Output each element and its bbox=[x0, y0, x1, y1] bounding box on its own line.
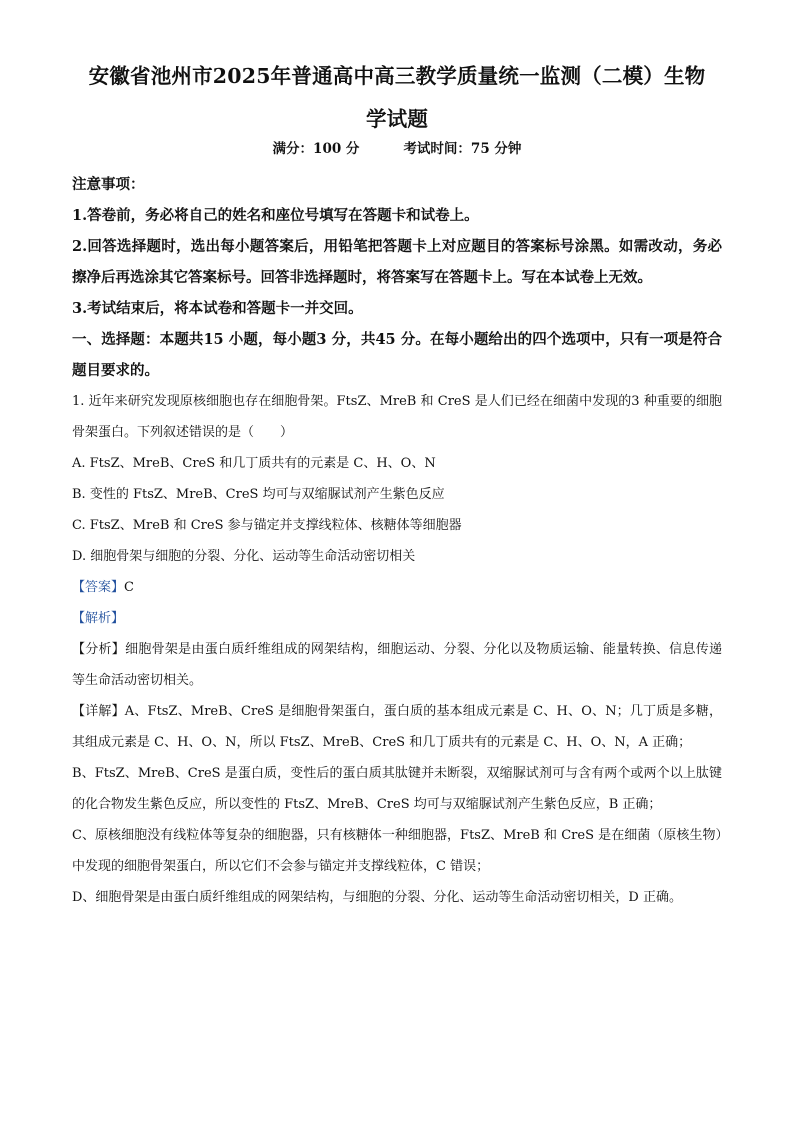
fenxi-tag: 【分析】 bbox=[72, 641, 126, 657]
fenxi-text: 细胞骨架是由蛋白质纤维组成的网架结构，细胞运动、分裂、分化以及物质运输、能量转换、信息传递等生命活动密切相关。 bbox=[72, 641, 722, 688]
question-1-stem: 1. 近年来研究发现原核细胞也存在细胞骨架。FtsZ、MreB 和 CreS 是人们已经在细菌中发现的3 种重要的细胞骨架蛋白。下列叙述错误的是（ ） bbox=[72, 393, 722, 440]
notice-item-3: 3.考试结束后，将本试卷和答题卡一并交回。 bbox=[72, 299, 363, 317]
answer-line bbox=[72, 572, 722, 603]
analysis-line bbox=[72, 603, 722, 634]
detail-a-text: A、FtsZ、MreB、CreS 是细胞骨架蛋白，蛋白质的基本组成元素是 C、H、O、N；几丁质是多糖，其组成元素是 C、H、O、N，所以 FtsZ、MreB、CreS 和几丁质共有的元素是 C、H、O、N，A 正确； bbox=[72, 703, 722, 750]
score-time-line bbox=[72, 143, 722, 157]
question-1-option-a: A. FtsZ、MreB、CreS 和几丁质共有的元素是 C、H、O、N bbox=[72, 455, 436, 471]
notice-heading: 注意事项： bbox=[72, 175, 145, 193]
notice-item-2: 2.回答选择题时，选出每小题答案后，用铅笔把答题卡上对应题目的答案标号涂黑。如需改动，务必擦净后再选涂其它答案标号。回答非选择题时，将答案写在答题卡上。写在本试卷上无效。 bbox=[72, 237, 722, 286]
question-1-option-b: B. 变性的 FtsZ、MreB、CreS 均可与双缩脲试剂产生紫色反应 bbox=[72, 486, 445, 502]
detail-paragraph-a bbox=[72, 696, 722, 758]
answer-value: C bbox=[124, 579, 134, 595]
fenxi-paragraph bbox=[72, 634, 722, 696]
detail-tag: 【详解】 bbox=[72, 703, 125, 719]
question-1-option-d: D. 细胞骨架与细胞的分裂、分化、运动等生命活动密切相关 bbox=[72, 548, 416, 564]
exam-title-line2: 学试题 bbox=[365, 106, 429, 131]
full-score: 满分：100 分 bbox=[272, 141, 360, 157]
exam-time: 考试时间：75 分钟 bbox=[403, 141, 522, 157]
detail-paragraph-c: C、原核细胞没有线粒体等复杂的细胞器，只有核糖体一种细胞器，FtsZ、MreB 和 CreS 是在细菌（原核生物）中发现的细胞骨架蛋白，所以它们不会参与锚定并支撑线粒体，C 错误； bbox=[72, 827, 722, 874]
answer-tag: 【答案】 bbox=[72, 579, 125, 595]
analysis-tag: 【解析】 bbox=[72, 610, 125, 626]
exam-title-line1: 安徽省池州市2025年普通高中高三教学质量统一监测（二模）生物 bbox=[88, 64, 706, 88]
detail-paragraph-d: D、细胞骨架是由蛋白质纤维组成的网架结构，与细胞的分裂、分化、运动等生命活动密切相关，D 正确。 bbox=[72, 889, 682, 905]
question-1-option-c: C. FtsZ、MreB 和 CreS 参与锚定并支撑线粒体、核糖体等细胞器 bbox=[72, 517, 462, 533]
notice-item-1: 1.答卷前，务必将自己的姓名和座位号填写在答题卡和试卷上。 bbox=[72, 206, 479, 224]
detail-paragraph-b: B、FtsZ、MreB、CreS 是蛋白质，变性后的蛋白质其肽键并未断裂，双缩脲试剂可与含有两个或两个以上肽键的化合物发生紫色反应，所以变性的 FtsZ、MreB、CreS 均可与双缩脲试剂产生紫色反应，B 正确； bbox=[72, 765, 722, 812]
section-heading: 一、选择题：本题共15 小题，每小题3 分，共45 分。在每小题给出的四个选项中，只有一项是符合题目要求的。 bbox=[72, 330, 722, 379]
